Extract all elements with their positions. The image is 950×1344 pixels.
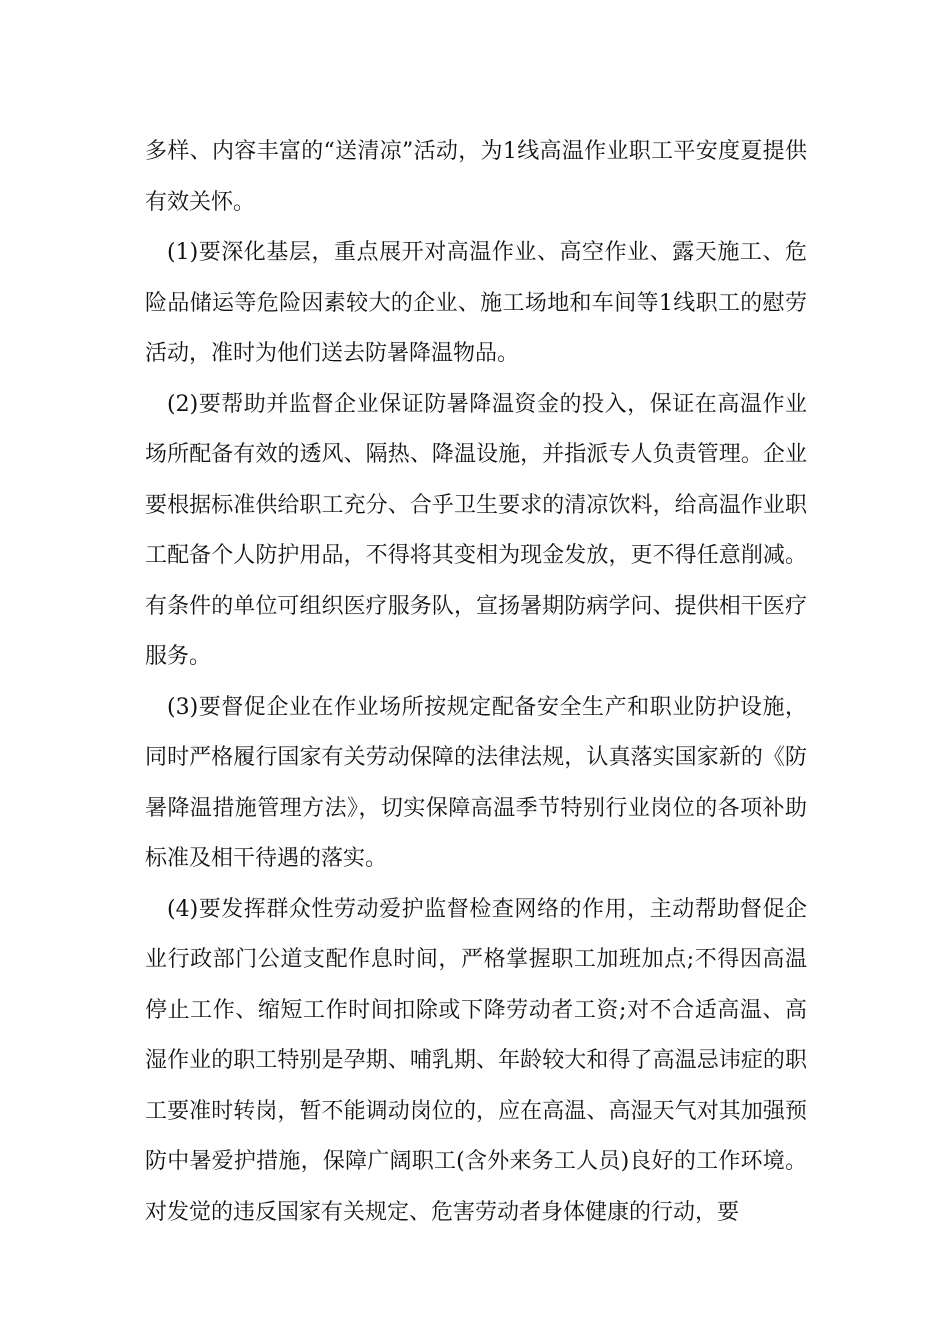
- document-body: [145, 127, 807, 1238]
- paragraph-item-4: (4)要发挥群众性劳动爱护监督检查网络的作用，主动帮助督促企业行政部门公道支配作息时间，严格掌握职工加班加点;不得因高温停止工作、缩短工作时间扣除或下降劳动者工资;对不合适高温、高湿作业的职工特别是孕期、哺乳期、年龄较大和得了高温忌讳症的职工要准时转岗，暂不能调动岗位的，应在高温、高湿天气对其加强预防中暑爱护措施，保障广阔职工(含外来务工人员)良好的工作环境。对发觉的违反国家有关规定、危害劳动者身体健康的行动，要: [145, 896, 807, 1225]
- paragraph-item-2: (2)要帮助并监督企业保证防暑降温资金的投入，保证在高温作业场所配备有效的透风、隔热、降温设施，并指派专人负责管理。企业要根据标准供给职工充分、合乎卫生要求的清凉饮料，给高温作业职工配备个人防护用品，不得将其变相为现金发放，更不得任意削减。有条件的单位可组织医疗服务队，宣扬暑期防病学问、提供相干医疗服务。: [145, 391, 807, 669]
- paragraph-item-1: (1)要深化基层，重点展开对高温作业、高空作业、露天施工、危险品储运等危险因素较大的企业、施工场地和车间等1线职工的慰劳活动，准时为他们送去防暑降温物品。: [145, 240, 807, 366]
- paragraph-continuation: 多样、内容丰富的“送清凉”活动，为1线高温作业职工平安度夏提供有效关怀。: [145, 139, 807, 215]
- paragraph-item-3: (3)要督促企业在作业场所按规定配备安全生产和职业防护设施，同时严格履行国家有关劳动保障的法律法规，认真落实国家新的《防暑降温措施管理方法》，切实保障高温季节特别行业岗位的各项补助标准及相干待遇的落实。: [145, 694, 807, 871]
